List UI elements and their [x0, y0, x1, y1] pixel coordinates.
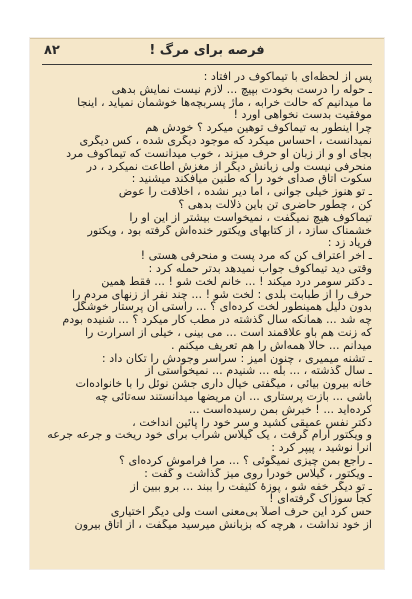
text-line: آنرا نوشید ، پیپر کرد :: [271, 442, 372, 455]
page-header: [30, 39, 384, 63]
text-line: ـ تشنه میمیری ، چنون آمیز : سراسر وجودش را تکان داد :: [101, 352, 372, 365]
page-number: ۸۲: [44, 43, 60, 58]
text-line: چرا اینطور به تیماکوف توهین میکرد ؟ خودش هم: [145, 122, 372, 135]
text-line: میدانم ... حالا همه‌اش را هم تعریف میکنم .: [170, 339, 372, 352]
text-line: حرف را از طبابت بلدی : لخت شو ! ... چند نفر از زنهای مردم را: [71, 288, 372, 301]
text-line: ـ دکتر سومر درد میکند ! ... خانم لخت شو ! ... فقط همین: [101, 275, 372, 288]
text-line: حس کرد این حرف اصلاً بی‌معنی است ولی دیگر اختیاری: [110, 506, 372, 519]
header-rule: [42, 64, 372, 65]
text-line: ـ آخر اعتراف کن که مرد پست و منحرفی هستی !: [140, 250, 372, 263]
text-line: کرده‌اید ... ! خبرش بمن رسیده‌است ...: [188, 403, 372, 416]
text-line: باشی ... بازت پرستاری ... آن مریضها میدانستند سه‌تائی چه: [95, 390, 372, 403]
text-line: ـ راجع بمن چیزی نمیگوئی ؟ ... مرا فراموش کرده‌ای ؟: [119, 454, 372, 467]
text-line: چه شد ... همانکه سال گذشته در مطب کار میکرد ؟ ... شنیده بودم: [62, 314, 372, 327]
text-line: خشمناک سازد ، از کتابهای ویکتور خنده‌اش گرفته بود ، ویکتور: [87, 224, 372, 237]
text-line: ـ حوله را درست بخودت بپیچ ... لازم نیست نمایش بدهی: [111, 83, 372, 96]
page-body: [44, 71, 372, 559]
text-line: موفقیت بدست نخواهی آورد !: [233, 109, 372, 122]
book-page: [30, 38, 384, 569]
text-line: سکوت اتاق صدای خود را که طنین میافکند میشنید :: [131, 173, 372, 186]
text-line: ـ تو هنوز خیلی جوانی ، اما دیر نشده ، اخلاقت را عوض: [118, 186, 372, 199]
text-line: که زنت هم باو علاقمند است ... می بینی ، خیلی از اسرارت را: [84, 326, 372, 339]
text-line: بدون دلیل همینطور لخت کرده‌ای ؟ ... راستی آن پرستار خوشگل: [72, 301, 372, 314]
text-line: از خود نداشت ، هرچه که بزبانش میرسید میگفت ، از اتاق بیرون: [74, 518, 372, 531]
text-line: دکتر نفس عمیقی کشید و سر خود را پائین انداخت ،: [132, 416, 372, 429]
text-line: وقتی دید تیماکوف جواب نمیدهد بدتر حمله کرد :: [148, 262, 372, 275]
text-line: ما میدانیم که حالت خرابه ، ماژ پسربچه‌ها خوشمان نمیاید ، اینجا: [77, 96, 372, 109]
text-line: پس از لحظه‌ای با تیماکوف در افتاد :: [203, 71, 372, 83]
text-line: و ویکتور آرام گرفت ، یک گیلاس شراب برای خود ریخت و جرعه جرعه: [47, 429, 372, 442]
text-line: بجای او و از زبان او حرف میزند ، خوب میدانست که تیماکوف مرد: [66, 147, 372, 160]
text-line: منحرفی نیست ولی زبانش دیگر از مغزش اطاعت نمیکرد ، در: [86, 160, 372, 173]
text-line: تیماکوف هیچ نمیگفت ، نمیخواست بیشتر از این او را: [129, 211, 372, 224]
text-line: نمیدانست ، احساس میکرد که موجود دیگری شده ، کس دیگری: [79, 134, 372, 147]
text-line: ـ ویکتور ، گیلاس خودرا روی میز گذاشت و گفت :: [144, 467, 372, 480]
text-line: فریاد زد :: [327, 237, 372, 250]
text-line: کجا سوزاک گرفته‌ای !: [269, 493, 372, 506]
text-line: کن ، چطور حاضری تن باین ذلالت بدهی ؟: [178, 198, 372, 211]
text-line: خانه بیرون بیائی ، میگفتی خیال داری جشن نوئل را با خانواده‌ات: [75, 378, 372, 391]
running-title: فرصه برای مرگ !: [149, 43, 265, 58]
text-line: ـ سال گذشته ، ... بله ... شنیدم ... نمیخواستی از: [145, 365, 372, 378]
text-line: ـ تو دیگر خفه شو ، پوزهٔ کثیفت را ببند ... برو ببین از: [130, 480, 372, 493]
